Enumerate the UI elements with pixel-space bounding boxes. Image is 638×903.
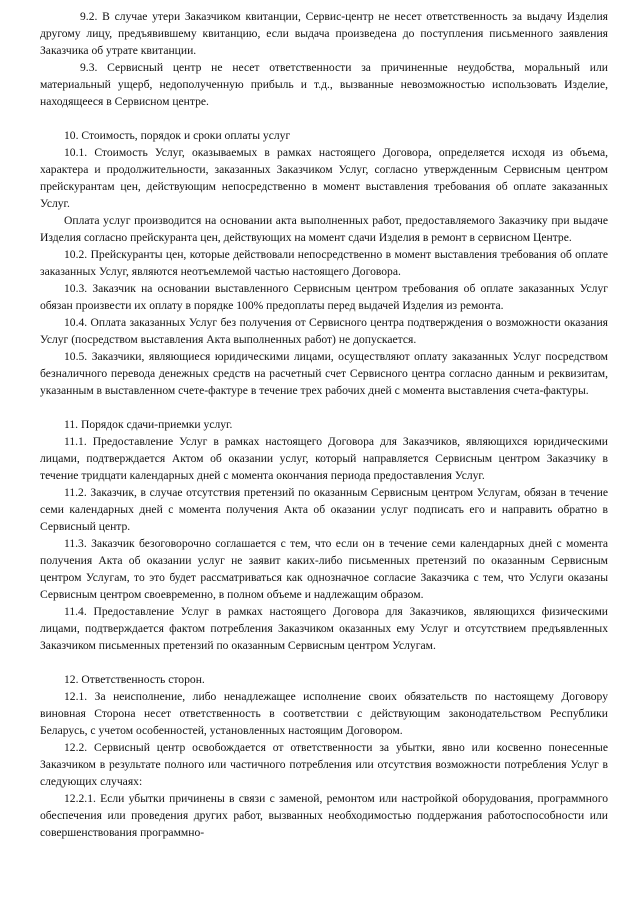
document-page (40, 8, 608, 841)
paragraph-10-5: 10.5. Заказчики, являющиеся юридическими лицами, осуществляют оплату заказанных Услуг посредством безналичного перевода денежных средств на расчетный счет Сервисного центра согласно данным и реквизитам, указанным в выставленном счете-фактуре в течение трех рабочих дней с момента выставления счета-фактуры. (40, 350, 608, 397)
paragraph-12-1: 12.1. За неисполнение, либо ненадлежащее исполнение своих обязательств по настоящему Договору виновная Сторона несет ответственность в соответствии с действующим законодательством Республики Беларусь, с учетом особенностей, установленных настоящим Договором. (40, 690, 608, 737)
paragraph-11-2: 11.2. Заказчик, в случае отсутствия претензий по оказанным Сервисным центром Услугам, обязан в течение семи календарных дней с момента получения Акта об оказании услуг подписать его и направить обратно в Сервисный центр. (40, 486, 608, 533)
paragraph-9-2: 9.2. В случае утери Заказчиком квитанции, Сервис-центр не несет ответственность за выдачу Изделия другому лицу, предъявившему квитанцию, если выдача произведена до поступления письменного заявления Заказчика об утрате квитанции. (40, 10, 608, 57)
section-heading-12: 12. Ответственность сторон. (64, 673, 205, 686)
section-gap (40, 110, 608, 127)
paragraph-payment-basis: Оплата услуг производится на основании акта выполненных работ, предоставляемого Заказчику при выдаче Изделия согласно прейскуранта цен, действующих на момент сдачи Изделия в ремонт в сервисном Центре. (40, 214, 608, 244)
paragraph-12-2-1: 12.2.1. Если убытки причинены в связи с заменой, ремонтом или настройкой оборудования, программного обеспечения или проведения других работ, вызванных необходимостью поддержания работоспособности или совершенствования программно- (40, 792, 608, 839)
section-heading-11: 11. Порядок сдачи-приемки услуг. (64, 418, 233, 431)
paragraph-11-3: 11.3. Заказчик безоговорочно соглашается с тем, что если он в течение семи календарных дней с момента получения Акта об оказании услуг не заявит каких-либо письменных претензий по оказанным Сервисным центром Услугам, то это будет рассматриваться как однозначное согласие Заказчика с тем, что Услуги оказаны Сервисным центром своевременно, в полном объеме и надлежащим образом. (40, 537, 608, 601)
paragraph-10-3: 10.3. Заказчик на основании выставленного Сервисным центром требования об оплате заказанных Услуг обязан произвести их оплату в порядке 100% предоплаты перед выдачей Изделия из ремонта. (40, 282, 608, 312)
paragraph-9-3: 9.3. Сервисный центр не несет ответственности за причиненные неудобства, моральный или материальный ущерб, недополученную прибыль и т.д., вызванные невозможностью использовать Изделие, находящееся в Сервисном центре. (40, 61, 608, 108)
section-heading-10: 10. Стоимость, порядок и сроки оплаты услуг (64, 129, 291, 142)
section-gap (40, 654, 608, 671)
paragraph-10-2: 10.2. Прейскуранты цен, которые действовали непосредственно в момент выставления требования об оплате заказанных Услуг, являются неотъемлемой частью настоящего Договора. (40, 248, 608, 278)
paragraph-10-4: 10.4. Оплата заказанных Услуг без получения от Сервисного центра подтверждения о возможности оказания Услуг (посредством выставления Акта выполненных работ) не допускается. (40, 316, 608, 346)
paragraph-12-2: 12.2. Сервисный центр освобождается от ответственности за убытки, явно или косвенно понесенные Заказчиком в результате полного или частичного потребления или отсутствия возможности потребления Услуг в следующих случаях: (40, 741, 608, 788)
paragraph-10-1: 10.1. Стоимость Услуг, оказываемых в рамках настоящего Договора, определяется исходя из объема, характера и продолжительности, заказанных Заказчиком Услуг, согласно утвержденным Сервисным центром прейскурантам цен, действующим непосредственно в момент выставления требования об оплате заказанных Услуг. (40, 146, 608, 210)
paragraph-11-1: 11.1. Предоставление Услуг в рамках настоящего Договора для Заказчиков, являющихся юридическими лицами, подтверждается Актом об оказании услуг, который направляется Сервисным центром Заказчику в течение тридцати календарных дней с момента окончания периода предоставления Услуг. (40, 435, 608, 482)
paragraph-11-4: 11.4. Предоставление Услуг в рамках настоящего Договора для Заказчиков, являющихся физическими лицами, подтверждается фактом потребления Заказчиком оказанных ему Услуг и отсутствием предъявленных Заказчиком письменных претензий по оказанным Сервисным центром Услугам. (40, 605, 608, 652)
section-gap (40, 399, 608, 416)
